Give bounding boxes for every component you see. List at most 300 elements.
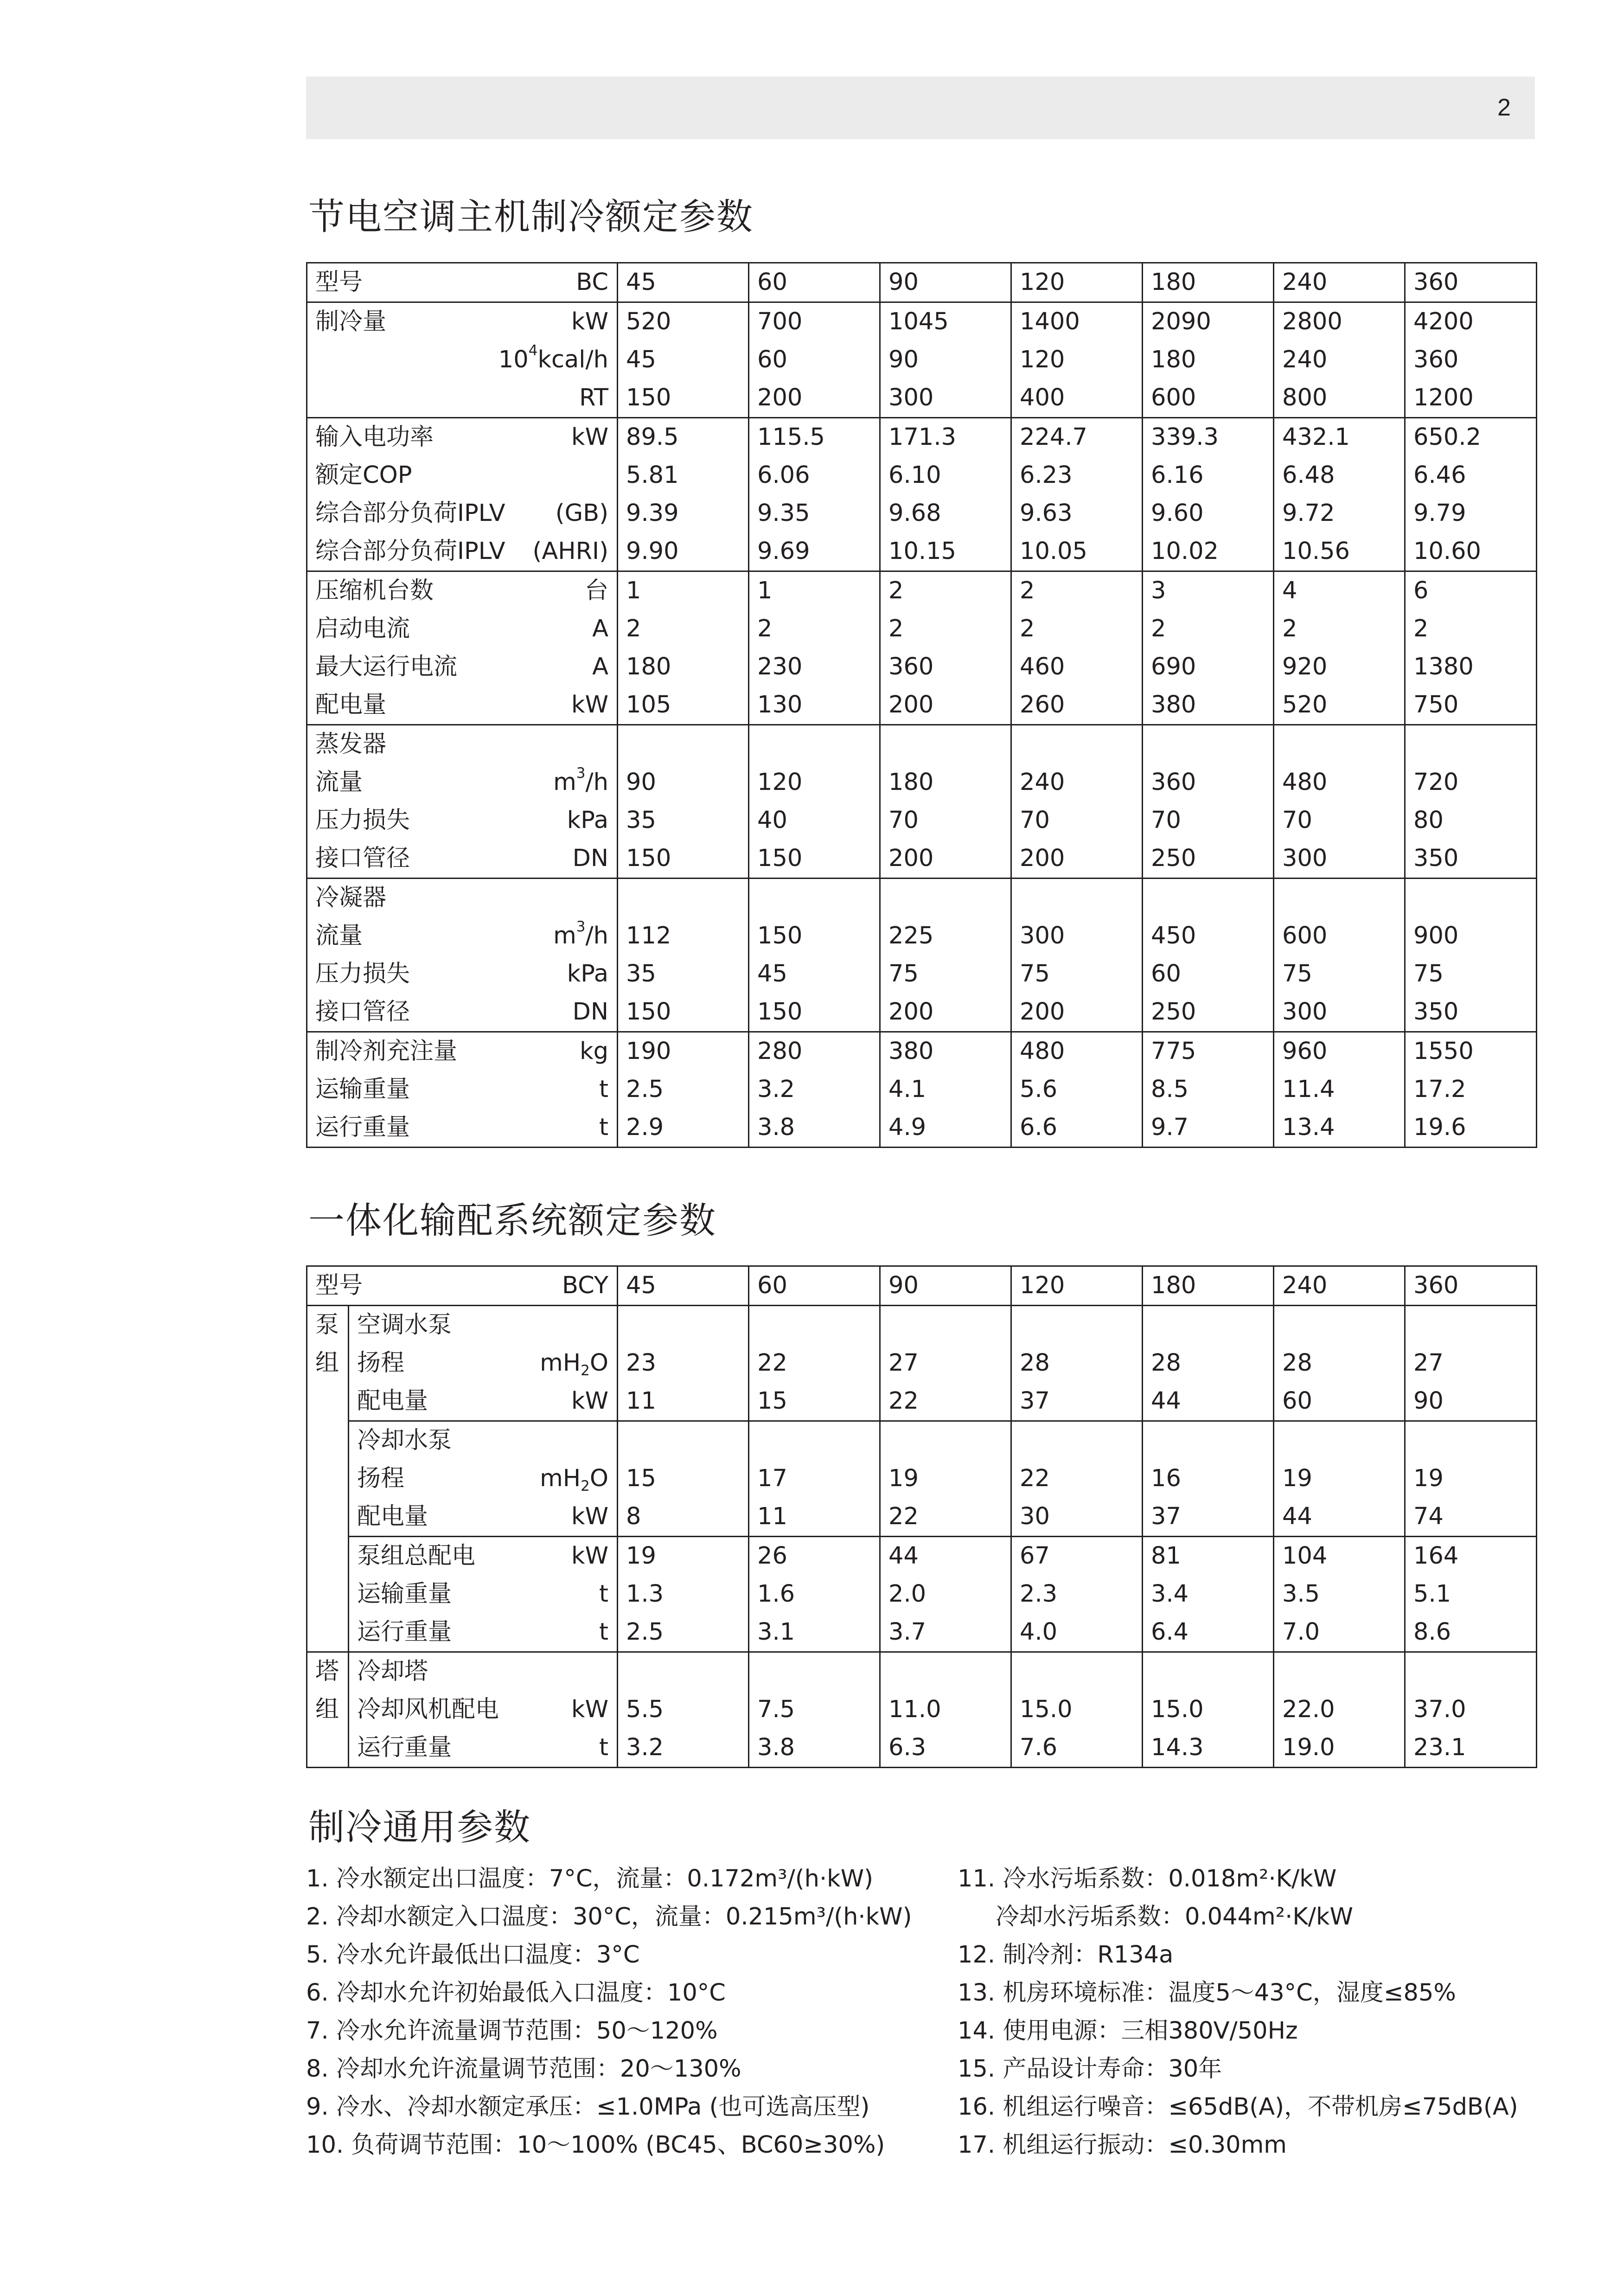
value-cell: 360 (1405, 263, 1537, 302)
value-cell: 1550 (1405, 1032, 1537, 1071)
value-cell: 9.72 (1274, 494, 1405, 532)
table-row (307, 840, 1537, 879)
value-cell: 22 (749, 1344, 880, 1382)
chiller-spec-table (306, 262, 1537, 1148)
value-cell: 10.60 (1405, 532, 1537, 571)
table-row (307, 610, 1537, 648)
value-cell: 70 (1274, 802, 1405, 840)
param-cell (307, 379, 618, 418)
value-cell (749, 879, 880, 917)
value-cell: 800 (1274, 379, 1405, 418)
param-name: 配电量 (357, 1503, 428, 1530)
value-cell: 7.0 (1274, 1613, 1405, 1652)
value-cell: 4200 (1405, 302, 1537, 341)
value-cell: 960 (1274, 1032, 1405, 1071)
param-unit: kg (580, 1038, 608, 1065)
value-cell (1143, 879, 1274, 917)
value-cell: 2 (1011, 610, 1143, 648)
param-unit: BC (576, 269, 608, 296)
value-cell: 15 (618, 1460, 749, 1498)
param-unit: A (592, 653, 608, 680)
general-param-item: 15. 产品设计寿命：30年 (958, 2055, 1222, 2083)
table-row (307, 917, 1537, 955)
param-name: 流量 (315, 922, 363, 949)
value-cell: 750 (1405, 686, 1537, 725)
table-row (307, 1421, 1537, 1460)
param-cell (307, 571, 618, 610)
value-cell: 23 (618, 1344, 749, 1382)
param-name: 额定COP (315, 462, 412, 489)
value-cell (1405, 879, 1537, 917)
table-row (307, 341, 1537, 379)
param-name: 接口管径 (315, 998, 410, 1026)
param-name: 压力损失 (315, 960, 410, 988)
table-row (307, 1344, 1537, 1382)
value-cell: 240 (1274, 1266, 1405, 1306)
param-cell (349, 1306, 618, 1345)
value-cell: 45 (618, 263, 749, 302)
value-cell: 37 (1143, 1498, 1274, 1537)
table-row (307, 1613, 1537, 1652)
table-row (307, 686, 1537, 725)
value-cell (1011, 879, 1143, 917)
value-cell: 380 (880, 1032, 1011, 1071)
value-cell (749, 1652, 880, 1691)
value-cell: 2.3 (1011, 1575, 1143, 1613)
value-cell: 460 (1011, 648, 1143, 686)
value-cell: 130 (749, 686, 880, 725)
group-label-cell (307, 1306, 349, 1652)
value-cell: 112 (618, 917, 749, 955)
value-cell: 90 (880, 1266, 1011, 1306)
value-cell (1274, 1421, 1405, 1460)
value-cell: 6.4 (1143, 1613, 1274, 1652)
param-cell (349, 1421, 618, 1460)
value-cell: 10.02 (1143, 532, 1274, 571)
value-cell: 700 (749, 302, 880, 341)
value-cell: 3.8 (749, 1729, 880, 1768)
value-cell: 720 (1405, 763, 1537, 802)
value-cell: 600 (1143, 379, 1274, 418)
value-cell: 5.81 (618, 456, 749, 494)
param-cell (349, 1382, 618, 1421)
param-cell (307, 263, 618, 302)
param-cell (307, 532, 618, 571)
value-cell (618, 1652, 749, 1691)
table-row (307, 763, 1537, 802)
value-cell: 171.3 (880, 418, 1011, 457)
section-title-distribution: 一体化输配系统额定参数 (308, 1200, 717, 1242)
param-unit: t (599, 1734, 609, 1761)
param-name: 启动电流 (315, 615, 410, 642)
value-cell: 3.7 (880, 1613, 1011, 1652)
value-cell: 200 (749, 379, 880, 418)
param-unit: kPa (567, 960, 608, 988)
value-cell (618, 1421, 749, 1460)
value-cell: 37.0 (1405, 1691, 1537, 1729)
param-cell (307, 993, 618, 1032)
page-number: 2 (1497, 94, 1511, 121)
param-unit: A (592, 615, 608, 642)
value-cell: 164 (1405, 1537, 1537, 1576)
value-cell: 150 (618, 379, 749, 418)
value-cell: 90 (618, 763, 749, 802)
general-param-item: 10. 负荷调节范围：10～100% (BC45、BC60≥30%) (306, 2131, 885, 2159)
value-cell: 44 (880, 1537, 1011, 1576)
param-cell (307, 341, 618, 379)
param-cell (307, 418, 618, 457)
value-cell: 22.0 (1274, 1691, 1405, 1729)
value-cell: 2 (749, 610, 880, 648)
param-cell (307, 456, 618, 494)
param-unit: kW (571, 1387, 609, 1415)
value-cell: 2.0 (880, 1575, 1011, 1613)
param-unit: $mH_2O$ (540, 1465, 609, 1494)
value-cell: 300 (1011, 917, 1143, 955)
general-param-item: 6. 冷却水允许初始最低入口温度：10°C (306, 1979, 726, 2007)
value-cell (880, 1306, 1011, 1345)
unit-superscript: 4 (528, 342, 538, 359)
value-cell: 3.2 (749, 1071, 880, 1109)
value-cell: 16 (1143, 1460, 1274, 1498)
value-cell: 3.2 (618, 1729, 749, 1768)
param-unit: kW (571, 691, 608, 718)
param-name: 最大运行电流 (315, 653, 458, 680)
value-cell: 4.1 (880, 1071, 1011, 1109)
value-cell: 5.1 (1405, 1575, 1537, 1613)
value-cell: 60 (749, 341, 880, 379)
value-cell: 280 (749, 1032, 880, 1071)
value-cell: 19 (618, 1537, 749, 1576)
general-param-item: 13. 机房环境标准：温度5～43°C，湿度≤85% (958, 1979, 1456, 2007)
value-cell: 650.2 (1405, 418, 1537, 457)
value-cell: 60 (1274, 1382, 1405, 1421)
value-cell: 8.6 (1405, 1613, 1537, 1652)
value-cell: 300 (1274, 840, 1405, 879)
value-cell: 3.8 (749, 1109, 880, 1148)
value-cell: 250 (1143, 993, 1274, 1032)
param-cell (307, 610, 618, 648)
param-unit: 台 (584, 577, 608, 604)
value-cell: 11 (618, 1382, 749, 1421)
param-cell (307, 686, 618, 725)
unit-subscript: 2 (581, 1478, 590, 1494)
general-param-item: 16. 机组运行噪音：≤65dB(A)，不带机房≤75dB(A) (958, 2093, 1518, 2121)
value-cell: 75 (1011, 955, 1143, 993)
value-cell: 9.79 (1405, 494, 1537, 532)
value-cell: 250 (1143, 840, 1274, 879)
value-cell: 81 (1143, 1537, 1274, 1576)
value-cell (1143, 725, 1274, 764)
value-cell: 2 (1405, 610, 1537, 648)
param-name: 配电量 (315, 691, 387, 718)
general-param-item: 14. 使用电源：三相380V/50Hz (958, 2017, 1298, 2045)
value-cell: 90 (880, 263, 1011, 302)
table-row (307, 1575, 1537, 1613)
param-cell (307, 1071, 618, 1109)
value-cell (880, 725, 1011, 764)
group-label-cell (307, 1652, 349, 1768)
value-cell: 6.46 (1405, 456, 1537, 494)
value-cell: 2 (880, 571, 1011, 610)
value-cell: 89.5 (618, 418, 749, 457)
value-cell: 350 (1405, 993, 1537, 1032)
value-cell: 480 (1274, 763, 1405, 802)
value-cell: 260 (1011, 686, 1143, 725)
table-row (307, 955, 1537, 993)
value-cell: 9.69 (749, 532, 880, 571)
value-cell (1011, 725, 1143, 764)
param-name: 综合部分负荷IPLV (315, 538, 505, 565)
value-cell: 23.1 (1405, 1729, 1537, 1768)
value-cell: 180 (1143, 341, 1274, 379)
value-cell: 400 (1011, 379, 1143, 418)
value-cell: 28 (1011, 1344, 1143, 1382)
value-cell: 230 (749, 648, 880, 686)
param-name: 冷却风机配电 (357, 1696, 499, 1723)
value-cell: 4.9 (880, 1109, 1011, 1148)
value-cell: 360 (1143, 763, 1274, 802)
value-cell: 35 (618, 802, 749, 840)
value-cell: 9.39 (618, 494, 749, 532)
param-cell (307, 802, 618, 840)
value-cell: 190 (618, 1032, 749, 1071)
value-cell (1405, 725, 1537, 764)
value-cell: 70 (1143, 802, 1274, 840)
param-name: 空调水泵 (357, 1311, 452, 1339)
value-cell: 1.3 (618, 1575, 749, 1613)
general-param-item: 17. 机组运行振动：≤0.30mm (958, 2131, 1287, 2159)
value-cell: 60 (1143, 955, 1274, 993)
value-cell: 6 (1405, 571, 1537, 610)
general-param-item: 5. 冷水允许最低出口温度：3°C (306, 1941, 640, 1969)
value-cell: 75 (880, 955, 1011, 993)
param-unit: DN (572, 845, 608, 872)
param-cell (349, 1613, 618, 1652)
table-row (307, 1729, 1537, 1768)
param-name: 运行重量 (357, 1618, 452, 1646)
general-param-item: 1. 冷水额定出口温度：7°C，流量：0.172m³/(h·kW) (306, 1865, 874, 1892)
table-row (307, 1652, 1537, 1691)
param-unit: t (599, 1618, 609, 1646)
value-cell: 3.4 (1143, 1575, 1274, 1613)
value-cell: 120 (1011, 341, 1143, 379)
param-name: 型号 (315, 269, 363, 296)
group-label-char: 泵 (315, 1311, 339, 1339)
value-cell: 200 (880, 840, 1011, 879)
param-name: 输入电功率 (315, 423, 434, 451)
table-row (307, 379, 1537, 418)
param-cell (307, 955, 618, 993)
value-cell: 22 (1011, 1460, 1143, 1498)
value-cell: 520 (618, 302, 749, 341)
general-param-item: 8. 冷却水允许流量调节范围：20～130% (306, 2055, 741, 2083)
param-name: 制冷剂充注量 (315, 1038, 458, 1065)
table-row (307, 802, 1537, 840)
value-cell (618, 1306, 749, 1345)
param-cell (349, 1652, 618, 1691)
param-cell (349, 1498, 618, 1537)
value-cell (1011, 1421, 1143, 1460)
value-cell: 90 (1405, 1382, 1537, 1421)
value-cell: 9.60 (1143, 494, 1274, 532)
general-param-item: 2. 冷却水额定入口温度：30°C，流量：0.215m³/(h·kW) (306, 1903, 912, 1930)
value-cell (749, 1306, 880, 1345)
value-cell: 15.0 (1143, 1691, 1274, 1729)
value-cell: 9.63 (1011, 494, 1143, 532)
value-cell: 15.0 (1011, 1691, 1143, 1729)
value-cell: 240 (1274, 341, 1405, 379)
table-row (307, 648, 1537, 686)
param-cell (307, 1109, 618, 1148)
value-cell: 225 (880, 917, 1011, 955)
value-cell: 200 (880, 993, 1011, 1032)
value-cell: 2 (618, 610, 749, 648)
value-cell: 4 (1274, 571, 1405, 610)
value-cell: 60 (749, 1266, 880, 1306)
value-cell: 30 (1011, 1498, 1143, 1537)
unit-superscript: 3 (576, 765, 586, 782)
value-cell: 27 (1405, 1344, 1537, 1382)
param-unit: kW (571, 1696, 609, 1723)
value-cell: 1045 (880, 302, 1011, 341)
table-row (307, 1032, 1537, 1071)
table-row (307, 418, 1537, 457)
value-cell: 9.90 (618, 532, 749, 571)
value-cell: 7.6 (1011, 1729, 1143, 1768)
value-cell: 1.6 (749, 1575, 880, 1613)
distribution-spec-table (306, 1265, 1537, 1768)
value-cell: 2090 (1143, 302, 1274, 341)
param-name: 扬程 (357, 1465, 405, 1492)
param-unit: RT (579, 384, 608, 411)
value-cell: 13.4 (1274, 1109, 1405, 1148)
value-cell: 180 (880, 763, 1011, 802)
value-cell: 150 (749, 917, 880, 955)
general-param-item: 12. 制冷剂：R134a (958, 1941, 1174, 1969)
value-cell: 22 (880, 1498, 1011, 1537)
value-cell: 26 (749, 1537, 880, 1576)
param-cell (307, 763, 618, 802)
value-cell: 105 (618, 686, 749, 725)
param-name: 综合部分负荷IPLV (315, 500, 505, 527)
param-cell (307, 725, 618, 764)
value-cell: 350 (1405, 840, 1537, 879)
param-name: 压力损失 (315, 807, 410, 834)
value-cell: 6.23 (1011, 456, 1143, 494)
param-cell (307, 1032, 618, 1071)
value-cell: 37 (1011, 1382, 1143, 1421)
page-header-bar (306, 77, 1535, 139)
param-unit: kW (571, 308, 608, 335)
value-cell: 920 (1274, 648, 1405, 686)
value-cell: 5.5 (618, 1691, 749, 1729)
value-cell: 3.1 (749, 1613, 880, 1652)
value-cell: 70 (1011, 802, 1143, 840)
value-cell: 180 (618, 648, 749, 686)
value-cell: 2 (1011, 571, 1143, 610)
value-cell: 11 (749, 1498, 880, 1537)
table-row (307, 1460, 1537, 1498)
value-cell: 44 (1274, 1498, 1405, 1537)
value-cell: 15 (749, 1382, 880, 1421)
value-cell: 120 (1011, 1266, 1143, 1306)
param-name: 冷却塔 (357, 1658, 428, 1685)
group-label-char: 塔 (315, 1658, 339, 1685)
table-row (307, 993, 1537, 1032)
value-cell: 115.5 (749, 418, 880, 457)
section-title-chiller: 节电空调主机制冷额定参数 (308, 196, 754, 238)
value-cell (1405, 1421, 1537, 1460)
value-cell: 6.3 (880, 1729, 1011, 1768)
value-cell: 44 (1143, 1382, 1274, 1421)
param-unit: t (599, 1580, 609, 1608)
value-cell (1274, 725, 1405, 764)
param-name: 运行重量 (357, 1734, 452, 1761)
param-name: 压缩机台数 (315, 577, 434, 604)
value-cell: 2.5 (618, 1071, 749, 1109)
value-cell: 5.6 (1011, 1071, 1143, 1109)
value-cell: 11.4 (1274, 1071, 1405, 1109)
value-cell: 1400 (1011, 302, 1143, 341)
value-cell: 22 (880, 1382, 1011, 1421)
param-cell (349, 1344, 618, 1382)
param-name: 扬程 (357, 1349, 405, 1377)
value-cell: 10.05 (1011, 532, 1143, 571)
param-name: 型号 (315, 1272, 363, 1299)
value-cell: 8 (618, 1498, 749, 1537)
param-name: 蒸发器 (315, 731, 387, 758)
value-cell: 28 (1274, 1344, 1405, 1382)
param-cell (307, 1266, 618, 1306)
param-name: 流量 (315, 769, 363, 796)
value-cell: 9.7 (1143, 1109, 1274, 1148)
param-cell (307, 302, 618, 341)
value-cell (880, 1652, 1011, 1691)
param-name: 制冷量 (315, 308, 387, 335)
value-cell: 6.6 (1011, 1109, 1143, 1148)
value-cell: 67 (1011, 1537, 1143, 1576)
general-params-right (958, 1860, 1518, 2164)
value-cell: 6.48 (1274, 456, 1405, 494)
param-unit: t (599, 1076, 608, 1103)
table-row (307, 725, 1537, 764)
table-row (307, 1306, 1537, 1345)
param-name: 配电量 (357, 1387, 428, 1415)
value-cell (1143, 1652, 1274, 1691)
value-cell: 600 (1274, 917, 1405, 955)
group-label-char: 组 (315, 1696, 339, 1723)
param-cell (307, 917, 618, 955)
value-cell: 2 (880, 610, 1011, 648)
value-cell: 17.2 (1405, 1071, 1537, 1109)
value-cell: 520 (1274, 686, 1405, 725)
general-param-item: 9. 冷水、冷却水额定承压：≤1.0MPa (也可选高压型) (306, 2093, 870, 2121)
value-cell: 104 (1274, 1537, 1405, 1576)
table-row (307, 494, 1537, 532)
value-cell: 19.6 (1405, 1109, 1537, 1148)
param-cell (349, 1537, 618, 1576)
value-cell: 450 (1143, 917, 1274, 955)
value-cell: 75 (1405, 955, 1537, 993)
table-header-row (307, 1266, 1537, 1306)
value-cell: 27 (880, 1344, 1011, 1382)
value-cell (1143, 1306, 1274, 1345)
value-cell: 200 (1011, 993, 1143, 1032)
value-cell (618, 879, 749, 917)
value-cell (1274, 1652, 1405, 1691)
param-cell (307, 648, 618, 686)
